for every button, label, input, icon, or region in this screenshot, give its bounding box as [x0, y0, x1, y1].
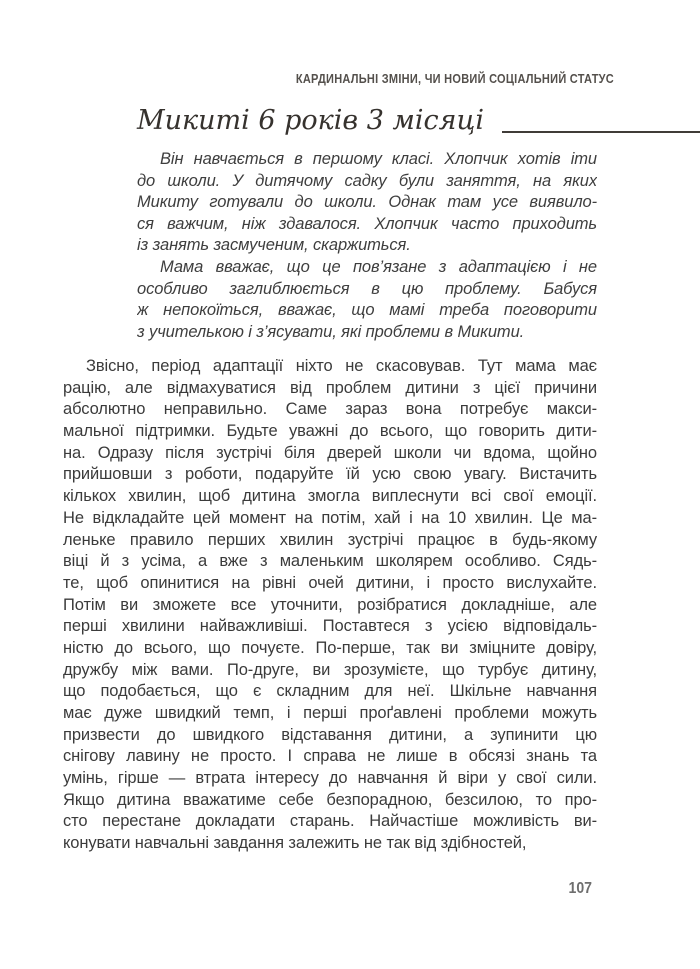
text-line: сто перестане докладати старань. Найчастіше можливість ви- [63, 812, 597, 831]
paragraph [137, 149, 597, 257]
text-line: що подобається, що є складним для неї. Шкільне навчання [63, 682, 597, 701]
text-line: умінь, гірше — втрата інтересу до навчання й віри у свої сили. [63, 769, 597, 788]
text-line: Він навчається в першому класі. Хлопчик хотів іти [160, 150, 597, 168]
page-number: 107 [568, 880, 592, 897]
text-line: дружбу між вами. По-друге, ви зрозумієте, що турбує дитину, [63, 660, 597, 679]
text-line: леньке правило перших хвилин зустрічі працює в будь-якому [63, 530, 597, 549]
text-line: ся важчим, ніж здавалося. Хлопчик часто приходить [137, 214, 597, 233]
text-line: конувати навчальні завдання залежить не так від здібностей, [63, 834, 527, 853]
text-line: із занять засмученим, скаржиться. [137, 236, 411, 255]
text-line: Не відкладайте цей момент на потім, хай і на 10 хвилин. Це ма- [63, 508, 597, 527]
case-study-text-block [137, 149, 597, 343]
text-line: снігову лавину не просто. І справа не лише в обсязі знань та [63, 747, 597, 766]
text-line: призвести до швидкого відставання дитини, а зупинити цю [63, 725, 597, 744]
text-line: Якщо дитина вважатиме себе безпорадною, безсилою, то про- [63, 790, 597, 809]
text-line: віці й з усіма, а вже з маленьким школярем особливо. Сядь- [63, 552, 597, 571]
running-header: КАРДИНАЛЬНІ ЗМІНИ, ЧИ НОВИЙ СОЦІАЛЬНИЙ СТАТУС [295, 72, 614, 86]
heading-divider-rule [502, 131, 700, 133]
text-line: прийшовши з роботи, подаруйте їй усю свою увагу. Вистачить [63, 465, 597, 484]
text-line: Потім ви зможете все уточнити, розібратися докладніше, але [63, 595, 597, 614]
body-text-block [63, 356, 597, 855]
paragraph [137, 257, 597, 343]
text-line: кількох хвилин, щоб дитина змогла виплеснути всі свої емоції. [63, 487, 597, 506]
case-study-title: Микиті 6 років 3 місяці [137, 105, 484, 136]
text-line: має дуже швидкий темп, і перші проґавлені проблеми можуть [63, 704, 597, 722]
text-line: з учителькою і з’ясувати, які проблеми в Микити. [137, 322, 525, 341]
text-line: Микиту готували до школи. Однак там усе виявило- [137, 193, 597, 212]
text-line: Мама вважає, що це пов’язане з адаптацією і не [160, 257, 597, 276]
text-line: перші хвилини найважливіші. Поставтеся з усією відповідаль- [63, 617, 597, 636]
text-line: Звісно, період адаптації ніхто не скасовував. Тут мама має [86, 357, 597, 375]
text-line: на. Одразу після зустрічі біля дверей школи чи вдома, щойно [63, 443, 597, 462]
paragraph [63, 356, 597, 855]
text-line: те, щоб опинитися на рівні очей дитини, і просто вислухайте. [63, 573, 597, 592]
text-line: абсолютно неправильно. Саме зараз вона потребує макси- [63, 400, 597, 419]
text-line: мальної підтримки. Будьте уважні до всього, що говорить дити- [63, 422, 597, 441]
text-line: до школи. У дитячому садку були заняття, на яких [137, 171, 597, 190]
case-study-heading-row [137, 104, 700, 138]
text-line: особливо заглиблюється в цю проблему. Бабуся [137, 279, 597, 298]
text-line: ж непокоїться, вважає, що мамі треба поговорити [137, 301, 597, 320]
text-line: рацію, але відмахуватися від проблем дитини з цієї причини [63, 378, 597, 397]
text-line: ністю до всього, що почуєте. По-перше, так ви зміцните довіру, [63, 638, 597, 657]
